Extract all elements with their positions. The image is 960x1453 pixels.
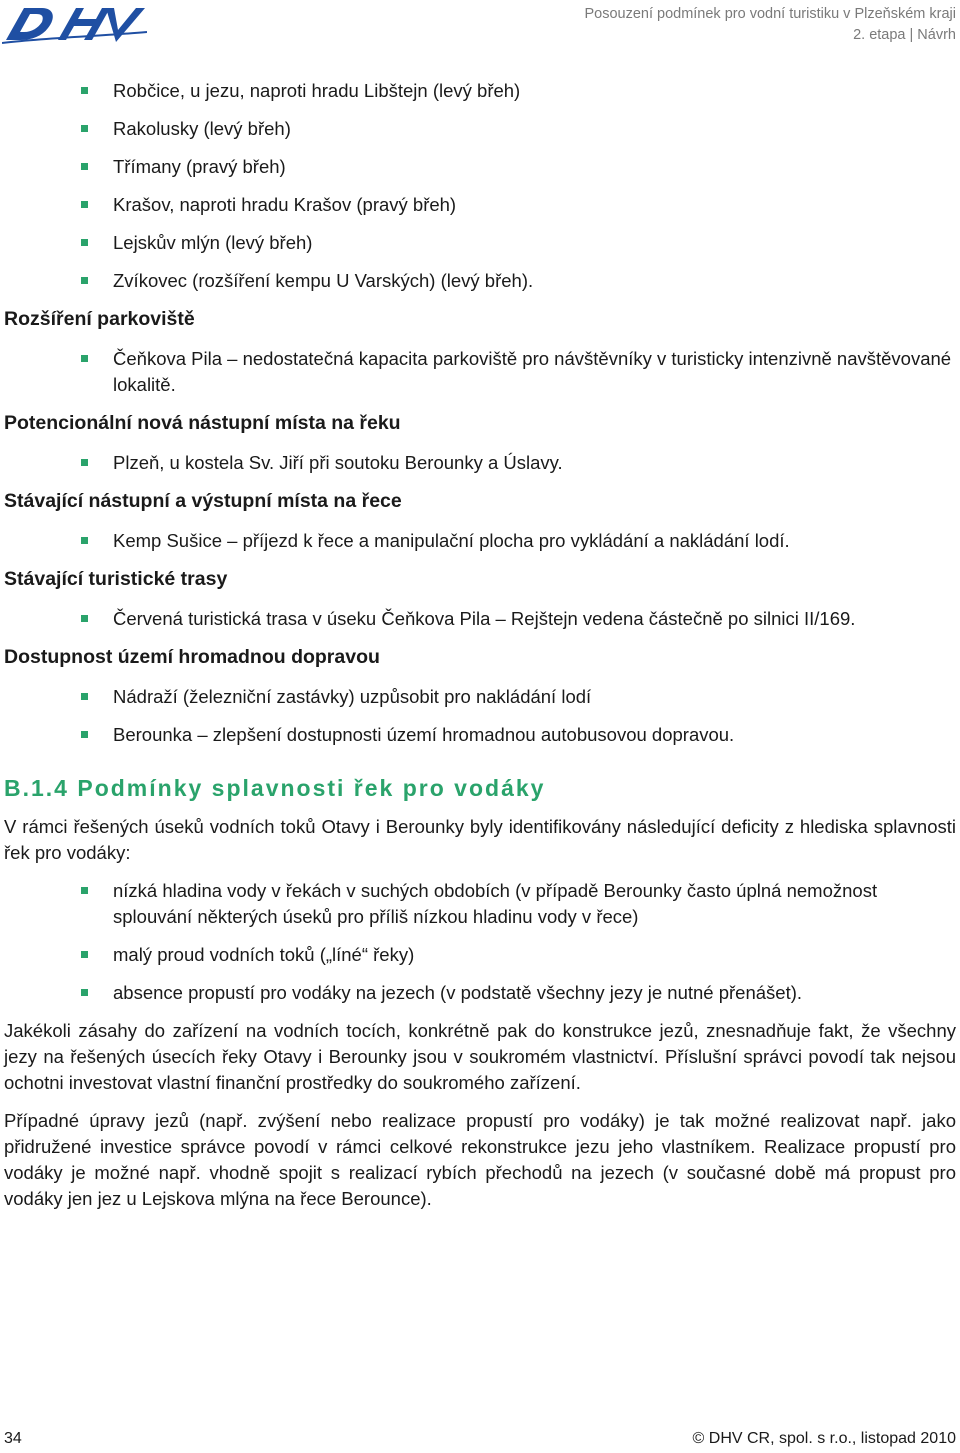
list-item: nízká hladina vody v řekách v suchých obdobích (v případě Berounky často úplná nemožnost splouvání některých úseků pro příliš nízkou hladinu vody v řece): [4, 878, 956, 930]
list-item: Červená turistická trasa v úseku Čeňkova Pila – Rejštejn vedena částečně po silnici II/169.: [4, 606, 956, 632]
existing-launch-list: [4, 528, 956, 554]
list-item: Kemp Sušice – příjezd k řece a manipulační plocha pro vykládání a nakládání lodí.: [4, 528, 956, 554]
list-item: Třímany (pravý břeh): [4, 154, 956, 180]
deficit-list: [4, 878, 956, 1006]
modifications-paragraph: Případné úpravy jezů (např. zvýšení nebo realizace propustí pro vodáky) je tak možné realizovat např. jako přidružené investice správce povodí v rámci celkové rekonstrukce jezu jeho vlastníkem. Realizace propustí pro vodáky je možné např. vhodně spojit s realizací rybích přechodů na jezech (v současné době má propust pro vodáky jen jez u Lejskova mlýna na řece Berounce).: [4, 1110, 956, 1209]
list-item: Berounka – zlepšení dostupnosti území hromadnou autobusovou dopravou.: [4, 722, 956, 748]
list-item: Plzeň, u kostela Sv. Jiří při soutoku Berounky a Úslavy.: [4, 450, 956, 476]
heading-trails: Stávající turistické trasy: [4, 568, 228, 590]
list-item: Robčice, u jezu, naproti hradu Libštejn (levý břeh): [4, 78, 956, 104]
list-item: Zvíkovec (rozšíření kempu U Varských) (levý břeh).: [4, 268, 956, 294]
document-subtitle: 2. etapa | Návrh: [853, 27, 956, 43]
list-item: malý proud vodních toků („líné“ řeky): [4, 942, 956, 968]
location-list: [4, 78, 956, 294]
intro-paragraph: V rámci řešených úseků vodních toků Otavy i Berounky byly identifikovány následující deficity z hlediska splavnosti řek pro vodáky:: [4, 816, 956, 863]
ownership-paragraph: Jakékoli zásahy do zařízení na vodních tocích, konkrétně pak do konstrukce jezů, znesnadňuje fakt, že všechny jezy na řešených úsecích řeky Otavy i Berounky jsou v soukromém vlastnictví. Příslušní správci povodí tak nejsou ochotni investovat vlastní finanční prostředky do soukromého zařízení.: [4, 1020, 956, 1093]
heading-parking: Rozšíření parkoviště: [4, 308, 195, 330]
list-item: Nádraží (železniční zastávky) uzpůsobit pro nakládání lodí: [4, 684, 956, 710]
heading-new-launch: Potencionální nová nástupní místa na řeku: [4, 412, 401, 434]
document-title: Posouzení podmínek pro vodní turistiku v Plzeňském kraji: [584, 6, 956, 22]
page-content: [4, 78, 956, 1224]
heading-existing-launch: Stávající nástupní a výstupní místa na řece: [4, 490, 402, 512]
list-item: Lejskův mlýn (levý břeh): [4, 230, 956, 256]
transport-list: [4, 684, 956, 748]
list-item: absence propustí pro vodáky na jezech (v podstatě všechny jezy je nutné přenášet).: [4, 980, 956, 1006]
list-item: Čeňkova Pila – nedostatečná kapacita parkoviště pro návštěvníky v turisticky intenzivně navštěvované lokalitě.: [4, 346, 956, 398]
document-header: [584, 4, 956, 46]
footer-copyright: © DHV CR, spol. s r.o., listopad 2010: [692, 1430, 956, 1447]
heading-transport: Dostupnost území hromadnou dopravou: [4, 646, 380, 668]
list-item: Rakolusky (levý břeh): [4, 116, 956, 142]
new-launch-list: [4, 450, 956, 476]
dhv-logo: [2, 2, 147, 46]
list-item: Krašov, naproti hradu Krašov (pravý břeh): [4, 192, 956, 218]
trails-list: [4, 606, 956, 632]
page-number: 34: [4, 1430, 22, 1447]
section-title-b14: B.1.4 Podmínky splavnosti řek pro vodáky: [4, 775, 546, 801]
parking-list: [4, 346, 956, 398]
